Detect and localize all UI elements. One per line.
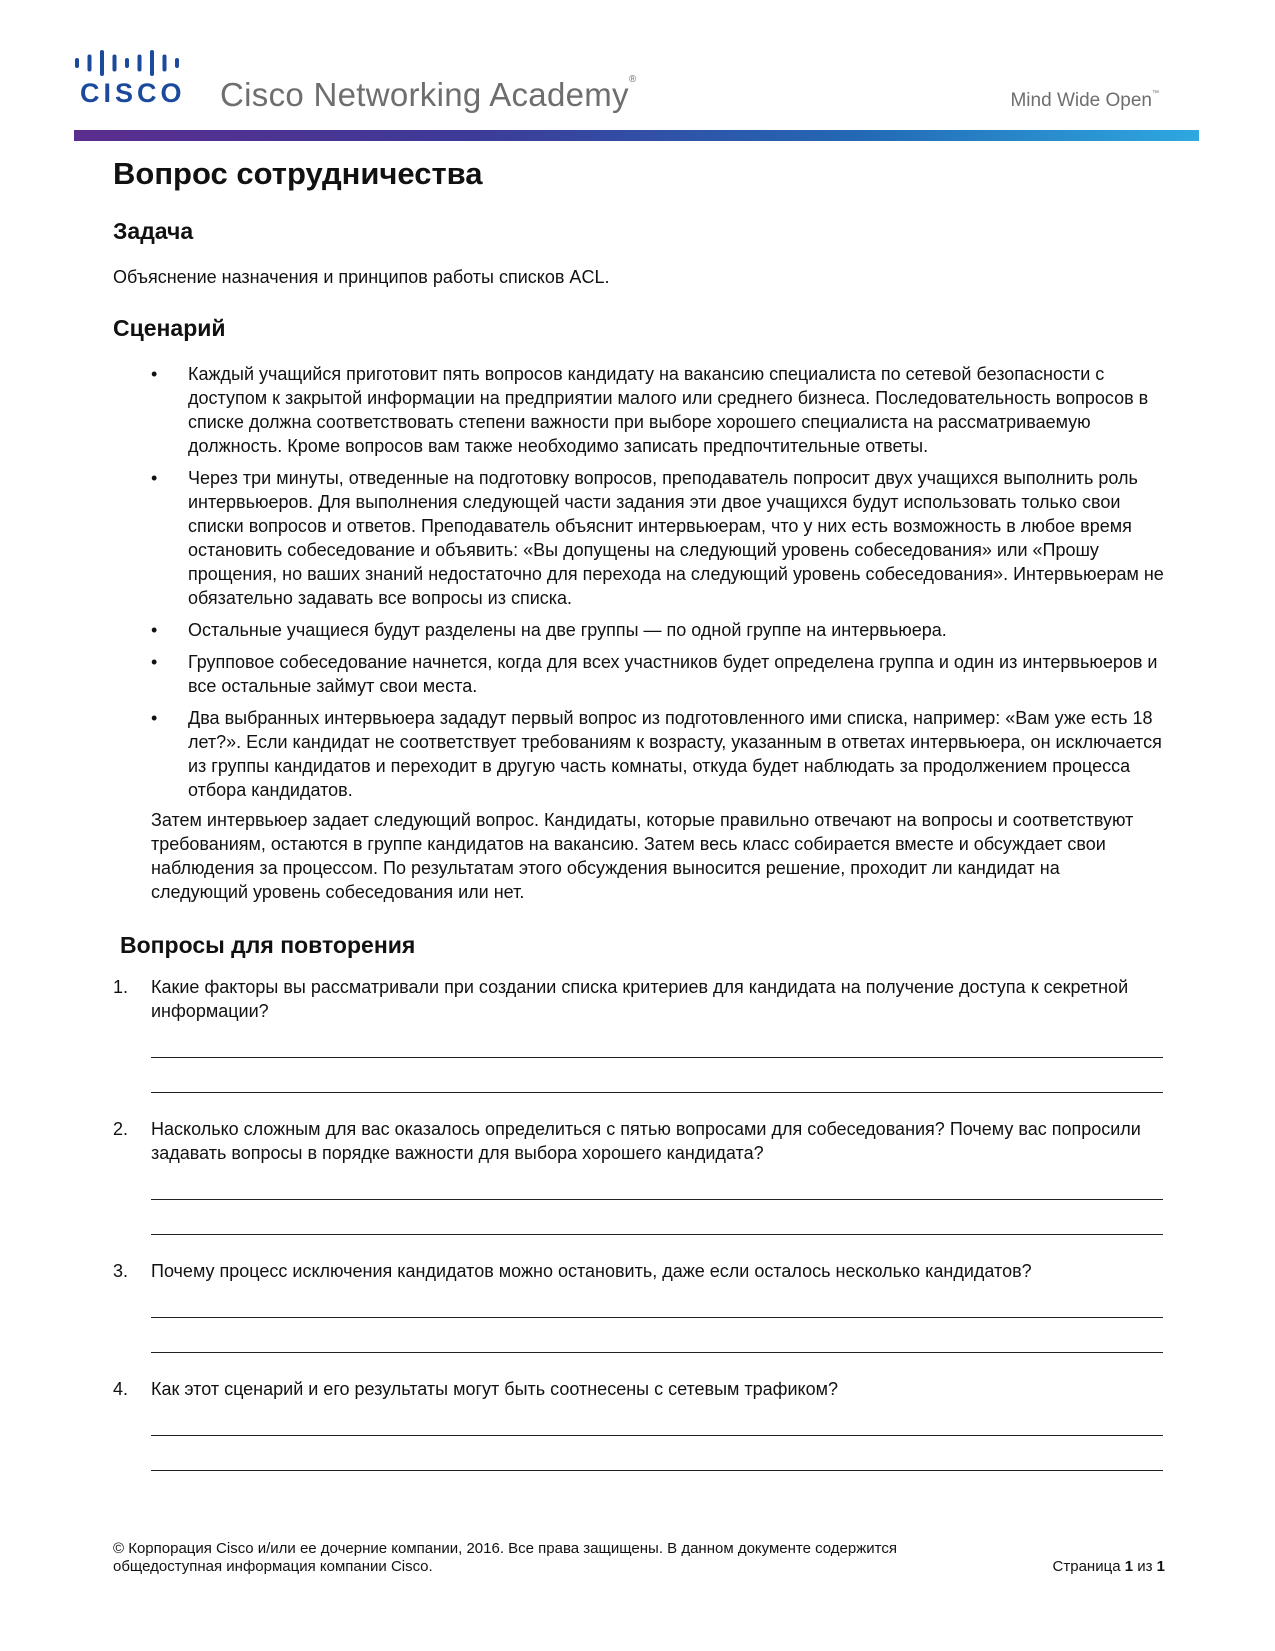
list-item: • Каждый учащийся приготовит пять вопросов кандидату на вакансию специалиста по сетевой безопасности с доступом к закрытой информации на предприятии малого или среднего бизнеса. Последовательность вопросов в списке должна соответствовать степени важности при выборе хорошего специалиста на рассматриваемую должность. Кроме вопросов вам также необходимо записать предпочтительные ответы. [151,364,1149,456]
question-text: Почему процесс исключения кандидатов можно остановить, даже если осталось несколько кандидатов? [151,1261,1032,1281]
logo-bar [88,55,92,72]
logo-bar [150,50,154,76]
page-header [0,0,1275,140]
scenario-list [113,362,1173,802]
review-questions [113,975,1173,1471]
logo-bar [100,50,104,76]
question-number: 1. [113,977,129,997]
answer-line[interactable] [151,1058,1163,1093]
question-number: 3. [113,1261,129,1281]
task-text: Объяснение назначения и принципов работы списков ACL. [113,267,610,287]
scenario-conclusion: Затем интервьюер задает следующий вопрос. Кандидаты, которые правильно отвечают на вопросы и соответствуют требованиям, остаются в группе кандидатов на вакансию. Затем весь класс собирается вместе и обсуждает свои наблюдения за процессом. По результатам этого обсуждения выносится решение, проходит ли кандидат на следующий уровень собеседования или нет. [151,810,1134,902]
bullet-icon: • [151,652,158,672]
question-number: 4. [113,1379,129,1399]
scenario-heading: Сценарий [113,315,226,341]
tagline: Mind Wide Open™ [1010,90,1159,111]
page-footer [113,1540,1165,1576]
answer-line[interactable] [151,1023,1163,1058]
bullet-icon: • [151,364,158,384]
logo-bar [113,55,117,72]
bullet-icon: • [151,708,158,728]
copyright-text: © Корпорация Cisco и/или ее дочерние компании, 2016. Все права защищены. В данном документе содержится общедоступная информация компании Cisco. [113,1540,897,1575]
list-item: • Два выбранных интервьюера зададут первый вопрос из подготовленного ими списка, например: «Вам уже есть 18 лет?». Если кандидат не соответствует требованиям к возрасту, указанным в ответах интервьюера, он исключается из группы кандидатов и переходит в другую часть комнаты, откуда будет наблюдать за продолжением процесса отбора кандидатов. [151,708,1162,800]
document-body [113,150,1173,1471]
page-title: Вопрос сотрудничества [113,156,483,191]
answer-line[interactable] [151,1401,1163,1436]
question-item [113,1117,1173,1259]
question-number: 2. [113,1119,129,1139]
cisco-logo-bars-icon [74,46,186,80]
question-text: Какие факторы вы рассматривали при создании списка критериев для кандидата на получение доступа к секретной информации? [151,977,1129,1021]
question-item [113,1259,1173,1377]
answer-line[interactable] [151,1318,1163,1353]
logo-bar [163,55,167,72]
bullet-icon: • [151,468,158,488]
list-item: • Через три минуты, отведенные на подготовку вопросов, преподаватель попросит двух учащихся выполнить роль интервьюеров. Для выполнения следующей части задания эти двое учащихся будут использовать только свои списки вопросов и ответов. Преподаватель объяснит интервьюерам, что у них есть возможность в любое время остановить собеседование и объявить: «Вы допущены на следующий уровень собеседования» или «Прошу прощения, но ваших знаний недостаточно для перехода на следующий уровень собеседования». Интервьюерам не обязательно задавать все вопросы из списка. [151,468,1164,608]
answer-line[interactable] [151,1436,1163,1471]
review-heading: Вопросы для повторения [120,932,416,958]
question-text: Как этот сценарий и его результаты могут быть соотнесены с сетевым трафиком? [151,1379,839,1399]
question-item [113,1377,1173,1471]
cisco-logo-text: CISCO [80,78,186,108]
logo-bar [175,58,179,68]
list-item: • Групповое собеседование начнется, когда для всех участников будет определена группа и один из интервьюеров и все остальные займут свои места. [151,652,1158,696]
answer-line[interactable] [151,1165,1163,1200]
academy-title: Cisco Networking Academy® [220,74,637,113]
bullet-icon: • [151,620,158,640]
list-item: • Остальные учащиеся будут разделены на две группы — по одной группе на интервьюера. [151,620,947,640]
answer-line[interactable] [151,1200,1163,1235]
question-item [113,975,1173,1117]
page-number: Страница 1 из 1 [1052,1558,1165,1575]
task-heading: Задача [113,218,194,244]
question-text: Насколько сложным для вас оказалось определиться с пятью вопросами для собеседования? Почему вас попросили задавать вопросы в порядке важности для выбора хорошего кандидата? [151,1119,1141,1163]
logo-bar [75,58,79,68]
answer-line[interactable] [151,1283,1163,1318]
header-gradient-bar [74,130,1199,141]
logo-bar [138,55,142,72]
logo-bar [125,58,129,68]
